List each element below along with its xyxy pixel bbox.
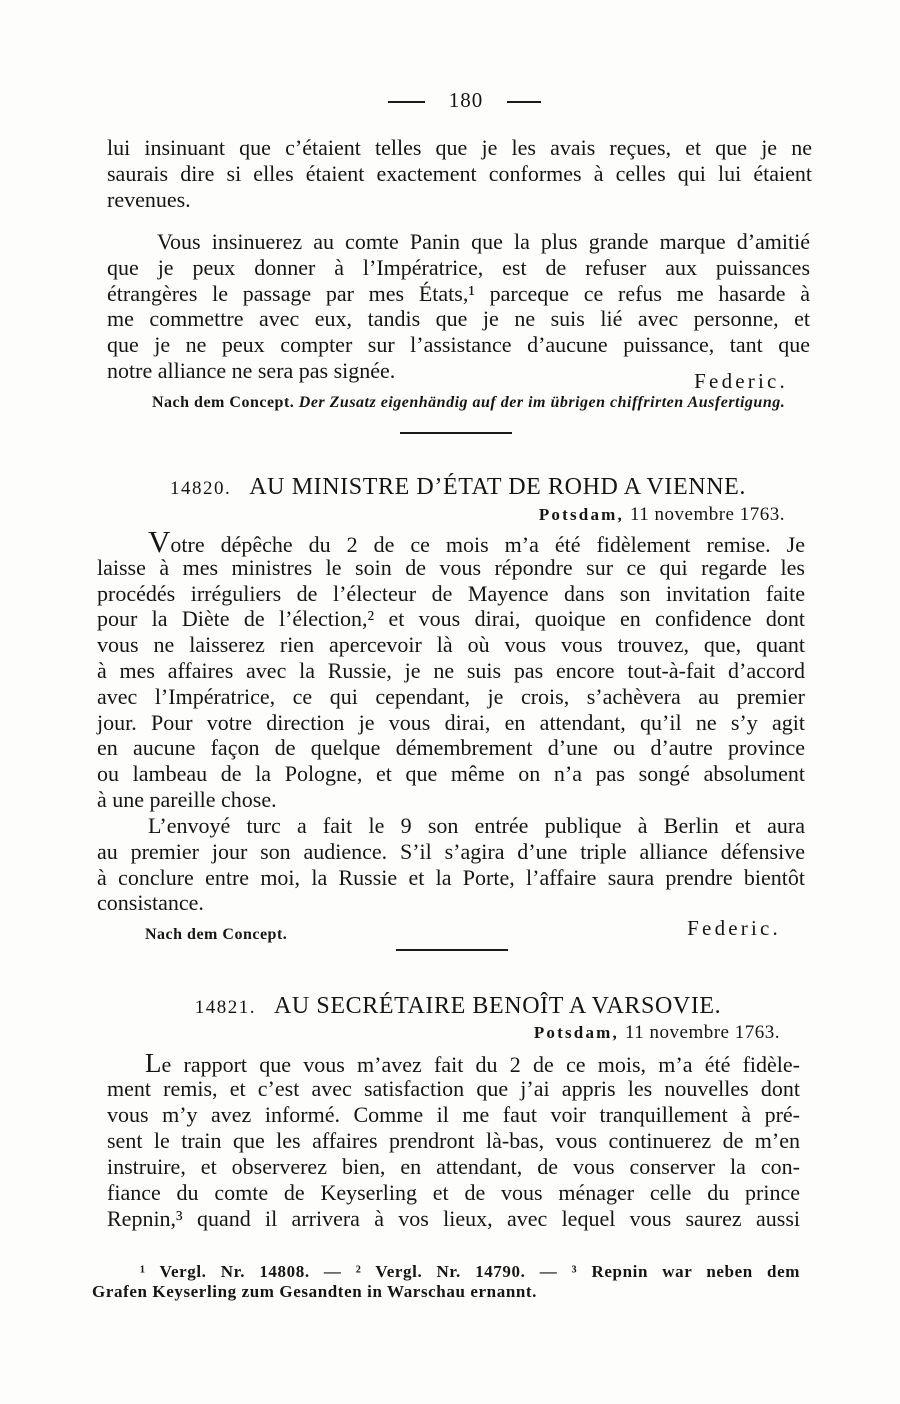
- footnote-line: ¹ Vergl. Nr. 14808. — ² Vergl. Nr. 14790. — ³ Repnin war neben dem: [140, 1262, 800, 1281]
- text-line: en aucune façon de quelque démembrement d’une ou d’autre province: [97, 735, 805, 761]
- text-line: lui insinuant que c’étaient telles que je les avais reçues, et que je ne: [107, 135, 812, 160]
- letter-title: AU MINISTRE D’ÉTAT DE ROHD A VIENNE.: [249, 474, 747, 500]
- page-header: [0, 88, 900, 112]
- letter-number: 14820.: [169, 478, 232, 499]
- dateline-date: 11 novembre 1763.: [624, 1022, 780, 1043]
- footnotes: [92, 1262, 800, 1302]
- letter-heading: [100, 473, 816, 501]
- letter-number: 14821.: [194, 997, 256, 1018]
- dateline: [539, 503, 785, 527]
- dateline-place: Potsdam,: [538, 505, 624, 524]
- text-line: ou lambeau de la Pologne, et que même on n’a pas songé absolument: [97, 761, 805, 787]
- page-number: 180: [448, 88, 484, 112]
- dateline-place: Potsdam,: [533, 1023, 619, 1042]
- text-line: pour la Diète de l’élection,² et vous dirai, quoique en confidence dont: [97, 606, 805, 632]
- text-line: revenues.: [107, 186, 191, 212]
- footnote-line: Grafen Keyserling zum Gesandten in Warschau ernannt.: [92, 1282, 538, 1301]
- text-line: que je peux donner à l’Impératrice, est de refuser aux puissances: [107, 254, 810, 280]
- source-note: [152, 393, 785, 413]
- text-line: étrangères le passage par mes États,¹ parceque ce refus me hasarde à: [107, 280, 810, 306]
- text-line: laisse à mes ministres le soin de vous répondre sur ce qui regarde les: [97, 554, 805, 580]
- section-divider: [396, 949, 508, 951]
- source-note: [145, 925, 287, 945]
- text-line: sent le train que les affaires prendront là-bas, vous continuerez de m’en: [107, 1128, 800, 1153]
- text-line: me commettre avec eux, tandis que je ne suis lié avec personne, et: [107, 306, 810, 332]
- source-note-detail: Der Zusatz eigenhändig auf der im übrigen chiffrirten Ausfertigung.: [298, 394, 786, 411]
- text-line: vous m’y avez informé. Comme il me faut voir tranquillement à pré-: [107, 1102, 800, 1127]
- text-line: à mes affaires avec la Russie, je ne suis pas encore tout-à-fait d’accord: [97, 657, 805, 683]
- text-line: procédés irréguliers de l’électeur de Mayence dans son invitation faite: [97, 580, 805, 606]
- header-rule-right: [507, 101, 541, 103]
- text-line: à conclure entre moi, la Russie et la Porte, l’affaire saura prendre bientôt: [97, 864, 805, 890]
- text-line: L’envoyé turc a fait le 9 son entrée publique à Berlin et aura: [148, 813, 805, 838]
- paragraph: [97, 524, 805, 813]
- text-line: consistance.: [97, 890, 204, 916]
- text-line: au premier jour son audience. S’il s’agira d’une triple alliance défensive: [97, 838, 805, 864]
- text-line: Le rapport que vous m’avez fait du 2 de ce mois, m’a été fidèle-: [145, 1048, 800, 1078]
- text-line: Repnin,³ quand il arrivera à vos lieux, avec lequel vous saurez aussi: [107, 1206, 800, 1231]
- signature: Federic.: [687, 916, 781, 940]
- text-line: fiance du comte de Keyserling et de vous ménager celle du prince: [107, 1180, 800, 1205]
- dateline: [534, 1021, 780, 1045]
- text-line: Vous insinuerez au comte Panin que la plus grande marque d’amitié: [157, 229, 810, 254]
- text-line: jour. Pour votre direction je vous dirai, en attendant, qu’il ne s’y agit: [97, 709, 805, 735]
- source-note-lead: Nach dem Concept.: [145, 926, 288, 943]
- letter-title: AU SECRÉTAIRE BENOÎT A VARSOVIE.: [273, 993, 722, 1019]
- text-line: avec l’Impératrice, ce qui cependant, je crois, s’achèvera au premier: [97, 683, 805, 709]
- paragraph: [97, 813, 805, 916]
- paragraph: [107, 229, 810, 384]
- dateline-date: 11 novembre 1763.: [629, 504, 785, 525]
- text-line: Votre dépêche du 2 de ce mois m’a été fidèlement remise. Je: [148, 524, 805, 559]
- source-note-lead: Nach dem Concept.: [152, 394, 295, 411]
- text-line: instruire, et observerez bien, en attendant, de vous conserver la con-: [107, 1154, 800, 1179]
- text-line: notre alliance ne sera pas signée.: [107, 357, 396, 383]
- paragraph: [107, 135, 812, 212]
- header-rule-left: [388, 101, 425, 103]
- signature: Federic.: [694, 369, 788, 393]
- section-divider: [400, 432, 512, 434]
- paragraph: [107, 1050, 800, 1232]
- text-line: vous ne laisserez rien apercevoir là où vous vous trouvez, que, quant: [97, 632, 805, 658]
- text-line: saurais dire si elles étaient exactement conformes à celles qui lui étaient: [107, 160, 812, 186]
- text-line: que je ne peux compter sur l’assistance d’aucune puissance, tant que: [107, 332, 810, 358]
- text-line: à une pareille chose.: [97, 786, 277, 812]
- text-line: ment remis, et c’est avec satisfaction que j’ai appris les nouvelles dont: [107, 1076, 800, 1101]
- letter-heading: [100, 992, 816, 1020]
